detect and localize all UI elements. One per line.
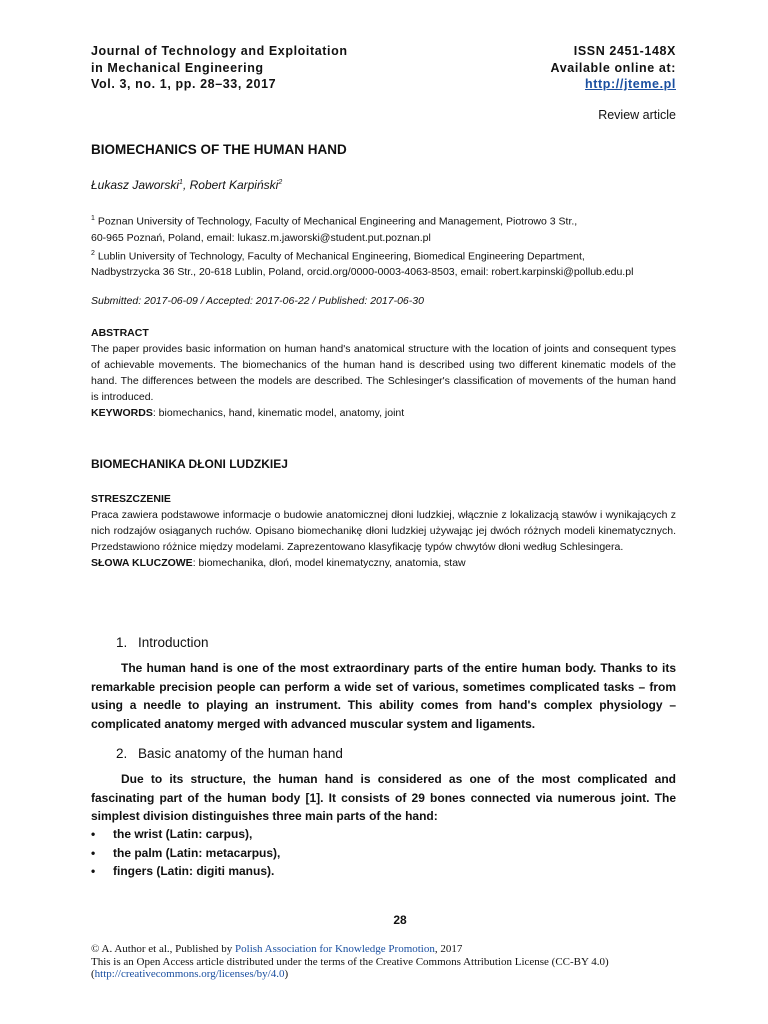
affiliation-1-sup: 1 bbox=[91, 215, 95, 222]
list-item: • the palm (Latin: metacarpus), bbox=[91, 844, 676, 863]
slowa-kluczowe bbox=[91, 555, 676, 571]
keywords-label: KEYWORDS bbox=[91, 407, 153, 419]
journal-header bbox=[91, 43, 421, 93]
copyright-line bbox=[91, 943, 691, 956]
article-type: Review article bbox=[598, 108, 676, 122]
polish-title: BIOMECHANIKA DŁONI LUDZKIEJ bbox=[91, 457, 288, 471]
page-number: 28 bbox=[393, 913, 407, 927]
available-online: Available online at: bbox=[550, 60, 676, 75]
affiliation-2 bbox=[91, 246, 691, 265]
author-2-affil: 2 bbox=[278, 179, 283, 186]
license-url-line bbox=[91, 968, 691, 981]
journal-volume: Vol. 3, no. 1, pp. 28–33, 2017 bbox=[91, 77, 277, 91]
anatomy-list bbox=[91, 825, 676, 881]
author-separator: , bbox=[182, 178, 190, 192]
author-1: Łukasz Jaworski bbox=[91, 178, 180, 192]
license-paren-close: ) bbox=[284, 968, 289, 980]
streszczenie-text: Praca zawiera podstawowe informacje o budowie anatomicznej dłoni ludzkiej, włącznie z lokalizacją stawów i wynikających z nich rodzajów osiąganych ruchów. Opisano biomechanikę dłoni ludzkiej używając jej dwóch różnych modeli kinematycznych. Przedstawiono różnice między modelami. Zaprezentowano klasyfikację typów chwytów dłoni według Schlesingera. bbox=[91, 509, 676, 553]
section-1-number: 1. bbox=[116, 635, 128, 650]
abstract-text: The paper provides basic information on human hand's anatomical structure with the location of joints and consequent types of achievable movements. The biomechanics of the human hand is described using two different kinematic models of the hand. The differences between the models are described. The Schlesinger's classification of movements of the human hand is introduced. bbox=[91, 343, 676, 403]
license-url-link[interactable]: http://creativecommons.org/licenses/by/4.0 bbox=[94, 968, 285, 980]
paper-title: BIOMECHANICS OF THE HUMAN HAND bbox=[91, 142, 347, 157]
license-paren-open: ( bbox=[91, 968, 95, 980]
affiliations bbox=[91, 211, 691, 280]
keywords bbox=[91, 405, 676, 421]
abstract-heading: ABSTRACT bbox=[91, 327, 149, 339]
affiliation-2-line2: Nadbystrzycka 36 Str., 20-618 Lublin, Poland, orcid.org/0000-0003-4063-8503, email: robert.karpinski@pollub.edu.pl bbox=[91, 266, 634, 278]
license-footer bbox=[91, 943, 691, 981]
streszczenie-section bbox=[91, 491, 676, 571]
keywords-list: : biomechanics, hand, kinematic model, anatomy, joint bbox=[152, 407, 405, 419]
section-2-text: Due to its structure, the human hand is considered as one of the most complicated and fascinating part of the human body [1]. It consists of 29 bones connected via numerous joint. The simplest division distinguishes three main parts of the hand: bbox=[91, 772, 676, 823]
section-2-number: 2. bbox=[116, 746, 128, 761]
section-1-heading bbox=[116, 635, 676, 650]
slowa-kluczowe-label: SŁOWA KLUCZOWE bbox=[91, 557, 193, 569]
section-1-text: The human hand is one of the most extraordinary parts of the entire human body. Thanks to its remarkable precision people can perform a wide set of various, sometimes complicated tasks – from using a needle to playing an instrument. This ability comes from hand's complex physiology – complicated anatomy merged with advanced muscular system and ligaments. bbox=[91, 661, 676, 731]
affiliation-2-line1: Lublin University of Technology, Faculty of Mechanical Engineering, Biomedical Engineering Department, bbox=[97, 250, 585, 262]
submission-dates: Submitted: 2017-06-09 / Accepted: 2017-06-22 / Published: 2017-06-30 bbox=[91, 295, 424, 307]
affiliation-1-line2: 60-965 Poznań, Poland, email: lukasz.m.jaworski@student.put.poznan.pl bbox=[91, 231, 431, 244]
publisher-link[interactable]: Polish Association for Knowledge Promotion bbox=[235, 943, 435, 955]
copyright-suffix: , 2017 bbox=[434, 943, 463, 955]
journal-meta bbox=[460, 43, 676, 93]
section-2-title: Basic anatomy of the human hand bbox=[138, 746, 343, 761]
author-2: Robert Karpiński bbox=[189, 178, 279, 192]
section-1-title: Introduction bbox=[138, 635, 209, 650]
streszczenie-heading: STRESZCZENIE bbox=[91, 493, 171, 505]
journal-name-line2: in Mechanical Engineering bbox=[91, 60, 264, 75]
authors bbox=[91, 178, 676, 192]
journal-url-link[interactable]: http://jteme.pl bbox=[585, 77, 676, 91]
journal-name-line1: Journal of Technology and Exploitation bbox=[91, 44, 348, 58]
author-1-affil: 1 bbox=[179, 179, 183, 186]
list-item: • the wrist (Latin: carpus), bbox=[91, 825, 676, 844]
affiliation-2-sup: 2 bbox=[91, 249, 95, 257]
copyright-prefix: © A. Author et al., Published by bbox=[91, 943, 236, 955]
section-2-heading bbox=[116, 746, 676, 761]
abstract-section bbox=[91, 325, 676, 421]
affiliation-1 bbox=[91, 211, 691, 230]
slowa-kluczowe-list: : biomechanika, dłoń, model kinematyczny, anatomia, staw bbox=[192, 557, 466, 569]
affiliation-1-line1: Poznan University of Technology, Faculty of Mechanical Engineering and Management, Piotrowo 3 Str., bbox=[97, 215, 578, 228]
list-item: • fingers (Latin: digiti manus). bbox=[91, 862, 676, 881]
license-line: This is an Open Access article distributed under the terms of the Creative Commons Attribution License (CC-BY 4.0) bbox=[91, 955, 609, 968]
issn: ISSN 2451-148X bbox=[573, 44, 676, 58]
